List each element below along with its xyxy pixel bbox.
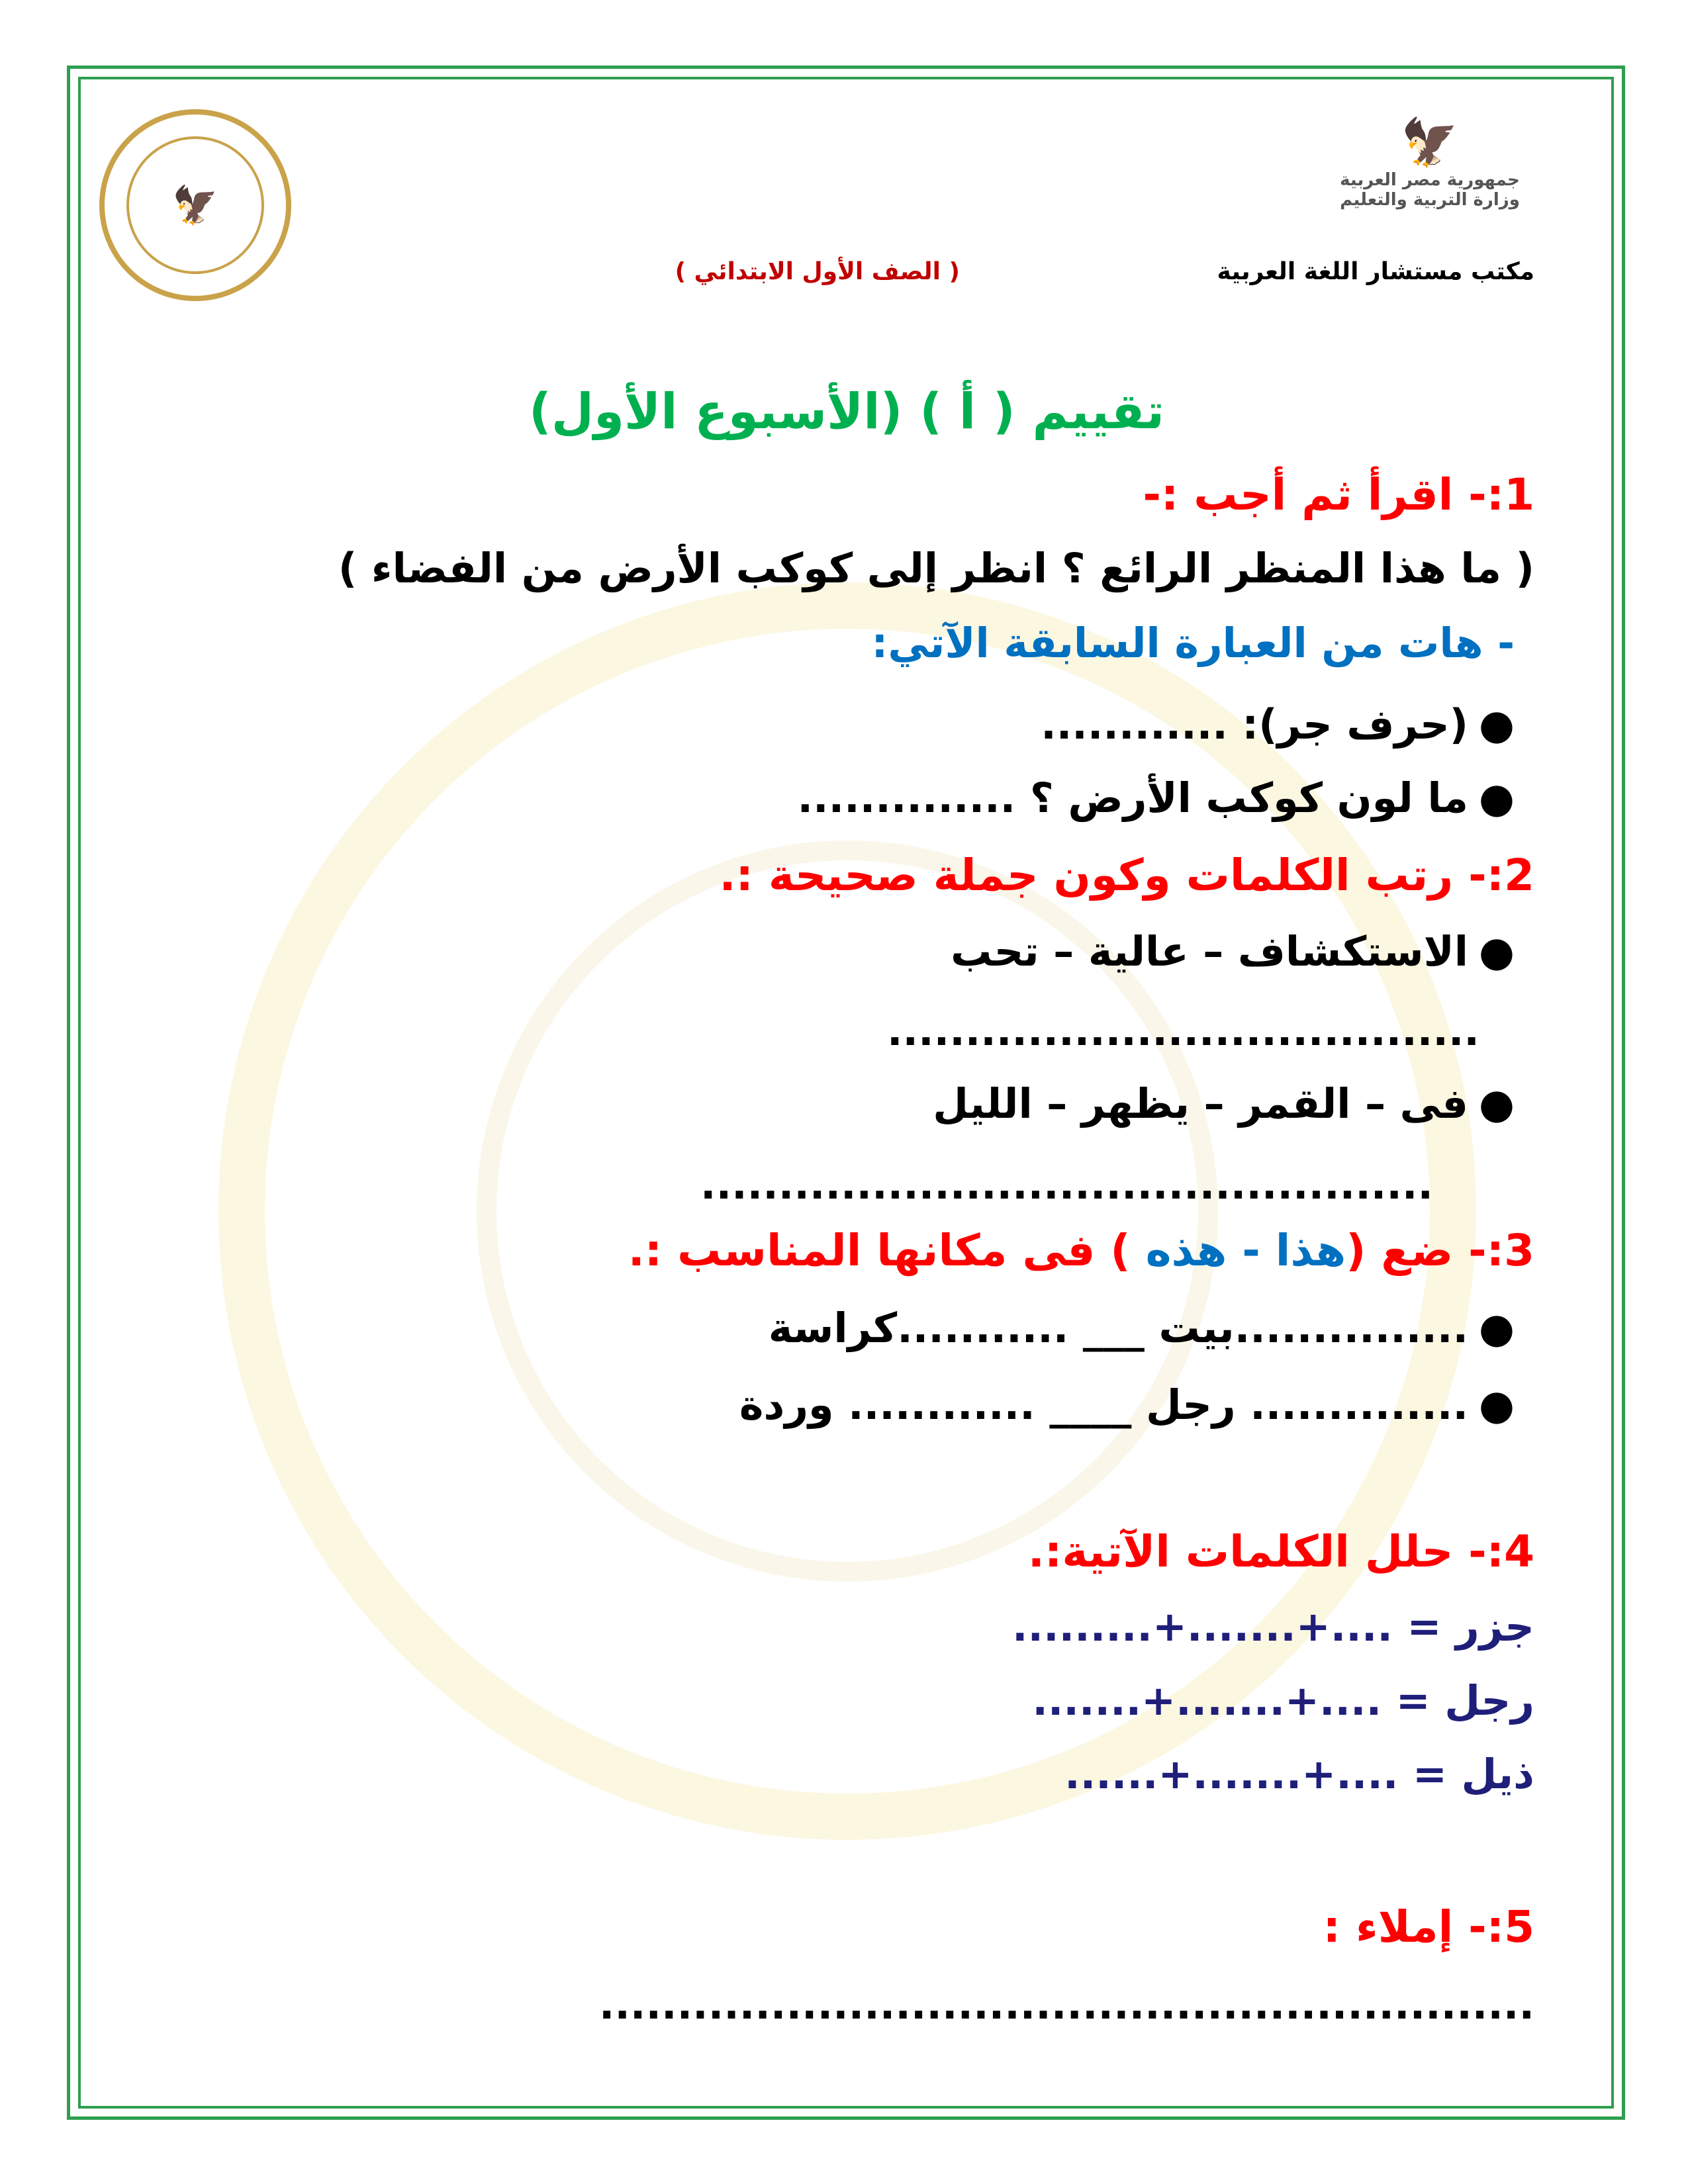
q3-item bbox=[739, 1381, 1515, 1429]
item-text: .............. رجل ____ ............ وردة bbox=[739, 1381, 1468, 1429]
q4-item: ذيل = ....+.......+...... bbox=[1064, 1750, 1534, 1798]
eagle-icon: 🦅 bbox=[1401, 114, 1459, 169]
q2-item bbox=[951, 927, 1515, 976]
q4-item: رجل = ....+.......+....... bbox=[1032, 1676, 1534, 1725]
item-text: (حرف جر): ............ bbox=[1041, 700, 1468, 749]
q1-item bbox=[797, 774, 1515, 822]
q2-heading: 2:- رتب الكلمات وكون جملة صحيحة :. bbox=[719, 850, 1534, 901]
item-text: فى – القمر – يظهر – الليل bbox=[933, 1079, 1468, 1128]
bullet-icon: ● bbox=[1478, 700, 1515, 749]
q4-heading: 4:- حلل الكلمات الآتية:. bbox=[1027, 1526, 1534, 1577]
q1-heading: 1:- اقرأ ثم أجب :- bbox=[1143, 469, 1534, 520]
bullet-icon: ● bbox=[1478, 1304, 1515, 1352]
q2-answer-line[interactable]: ............................................... bbox=[700, 1160, 1433, 1208]
item-text: ...............بيت ___ ...........كراسة bbox=[768, 1304, 1468, 1352]
logo-text: جمهورية مصر العربية وزارة التربية والتعليم bbox=[1340, 169, 1520, 210]
q1-passage: ( ما هذا المنظر الرائع ؟ انظر إلى كوكب الأرض من الفضاء ) bbox=[338, 544, 1534, 592]
q2-answer-line[interactable]: ...................................... bbox=[886, 1007, 1479, 1055]
q1-sub: - هات من العبارة السابقة الآتي: bbox=[871, 619, 1515, 667]
eagle-icon: 🦅 bbox=[126, 136, 264, 274]
q2-item bbox=[933, 1079, 1515, 1128]
grade-label: ( الصف الأول الابتدائي ) bbox=[675, 258, 960, 285]
q4-item: جزر = ....+.......+......... bbox=[1011, 1602, 1534, 1651]
q3-item bbox=[768, 1304, 1515, 1352]
page-title: تقييم ( أ ) (الأسبوع الأول) bbox=[528, 383, 1165, 440]
ministry-logo-right bbox=[1324, 103, 1536, 222]
office-label: مكتب مستشار اللغة العربية bbox=[1217, 258, 1534, 285]
ministry-logo-left bbox=[99, 109, 291, 301]
q1-item bbox=[1041, 700, 1515, 749]
bullet-icon: ● bbox=[1478, 927, 1515, 976]
bullet-icon: ● bbox=[1478, 774, 1515, 822]
bullet-icon: ● bbox=[1478, 1381, 1515, 1429]
q5-heading: 5:- إملاء : bbox=[1323, 1901, 1534, 1952]
item-text: ما لون كوكب الأرض ؟ .............. bbox=[797, 774, 1468, 822]
q3-suffix: ) فى مكانها المناسب :. bbox=[628, 1225, 1146, 1276]
item-text: الاستكشاف – عالية – تحب bbox=[951, 927, 1468, 976]
q3-heading bbox=[628, 1225, 1534, 1276]
bullet-icon: ● bbox=[1478, 1079, 1515, 1128]
q3-prefix: 3:- ضع ( bbox=[1346, 1225, 1534, 1276]
q3-words: هذا - هذه bbox=[1145, 1225, 1346, 1276]
q5-answer-line[interactable]: ............................................................ bbox=[598, 1980, 1534, 2028]
